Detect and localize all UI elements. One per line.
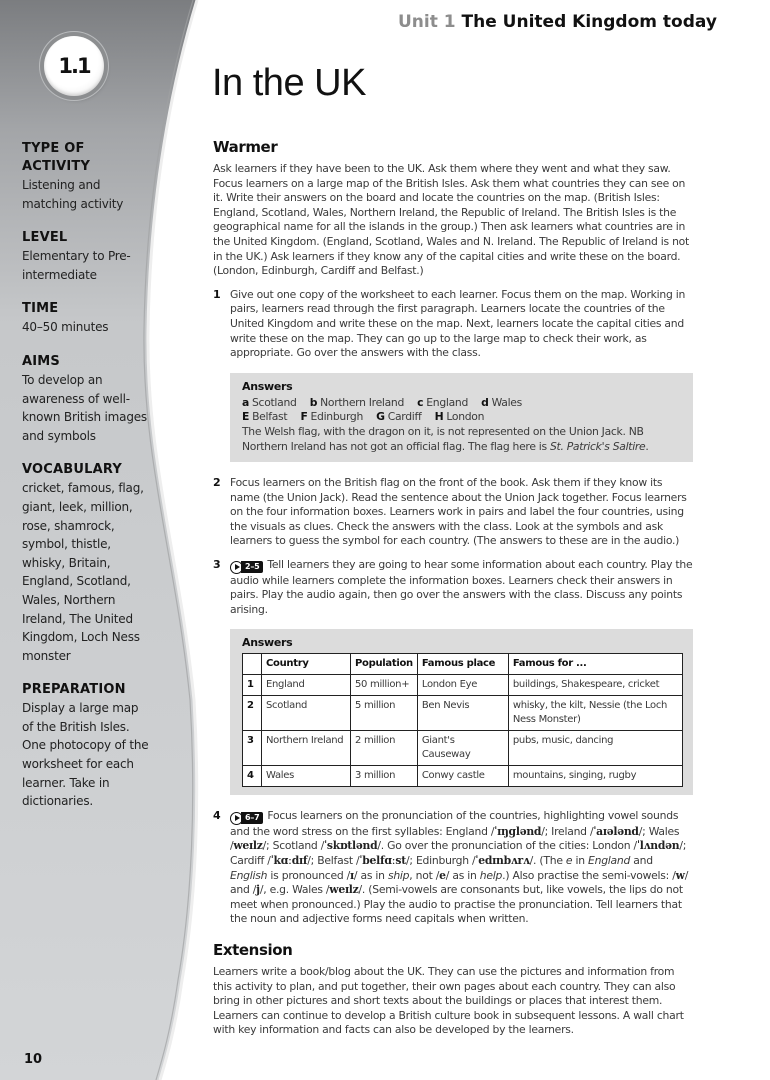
sidebar-heading: TYPE OF ACTIVITY	[22, 141, 91, 174]
step-3	[213, 558, 693, 617]
table-row: 2 Scotland 5 million Ben Nevis whisky, the kilt, Nessie (the Loch Ness Monster)	[243, 696, 683, 731]
answers-box-2	[230, 629, 693, 795]
audio-track-button[interactable]	[230, 812, 263, 825]
answers-cities	[242, 410, 683, 425]
sidebar-heading: PREPARATION	[22, 682, 126, 698]
lesson-number-badge: 1.1	[44, 36, 104, 96]
warmer-text: Ask learners if they have been to the UK. Ask them where they went and what they saw. Focus learners on a large map of the British Isles. Ask them what countries they can see on it. Write their answers on the board and locate the countries on the map. (British Isles: England, Scotland, Wales, Northern Ireland, the Republic of Ireland. The British Isles is the geographical name for all the islands in the group.) Then ask learners what countries are in the United Kingdom. (England, Scotland, Wales and N. Ireland. The Republic of Ireland is not in the UK.) Ask learners if they know any of the capital cities and write these on the board. (London, Edinburgh, Cardiff and Belfast.)	[213, 162, 690, 278]
sidebar-text: Listening and matching activity	[22, 178, 124, 211]
step-text: 6–7 Focus learners on the pronunciation of the countries, highlighting vowel sounds and the word stress on the first syllables: England /ˈɪŋglənd/; Ireland /ˈaɪələnd/; Wales /weɪlz/; Scotland /ˈskɒtlənd/. Go over the pronunciation of the cities: London /ˈlʌndən/; Cardiff /ˈkɑːdɪf/; Belfast /ˈbelfɑːst/; Edinburgh /ˈedɪnbʌrʌ/. (The e in England and English is pronounced /ɪ/ as in ship, not /e/ as in help.) Also practise the semi-vowels: /w/ and /j/, e.g. Wales /weɪlz/. (Semi-vowels are consonants but, like vowels, the lips do not meet when pronounced.) Play the audio to practise the pronunciation. Tell learners that the noun and adjective forms need capitals when written.	[230, 809, 689, 926]
answer-item: d Wales	[481, 395, 522, 409]
main-content	[213, 138, 693, 1038]
step-number: 1	[213, 287, 221, 301]
step-number: 4	[213, 809, 221, 823]
step-text: Tell learners they are going to hear some information about each country. Play the audio while learners complete the information boxes. Learners check their answers in pairs. Play the audio again, then go over the answers with the class. Discuss any points arising.	[230, 558, 693, 616]
sidebar-time	[22, 300, 152, 337]
answers-heading: Answers	[242, 379, 293, 393]
table-row: 4 Wales 3 million Conwy castle mountains, singing, rugby	[243, 766, 683, 787]
answers-heading: Answers	[242, 636, 293, 650]
extension-heading: Extension	[213, 941, 293, 959]
answer-item: a Scotland	[242, 395, 297, 409]
audio-track-button[interactable]	[230, 561, 263, 574]
step-4	[213, 809, 693, 927]
step-text: Give out one copy of the worksheet to each learner. Focus them on the map. Working in pairs, learners read through the first paragraph. Learners locate the countries of the United Kingdom and write these on the map. Next, learners locate the capital cities and write these on the map. They can go up to the large map to check their work, as appropriate. Go over the answers with the class.	[230, 287, 686, 360]
answer-item: F Edinburgh	[300, 410, 363, 424]
table-row: 3 Northern Ireland 2 million Giant's Causeway pubs, music, dancing	[243, 731, 683, 766]
answer-item: H London	[434, 410, 485, 424]
column-header: Famous for ...	[508, 654, 682, 675]
sidebar-text: cricket, famous, flag, giant, leek, million, rose, shamrock, symbol, thistle, whisky, Britain, England, Scotland, Wales, Northern Ireland, The United Kingdom, Loch Ness monster	[22, 481, 144, 663]
audio-track-number: 6–7	[241, 812, 263, 824]
step-1	[213, 288, 693, 361]
column-header: Country	[262, 654, 351, 675]
sidebar-text: Elementary to Pre-intermediate	[22, 249, 131, 282]
sidebar-info	[22, 140, 152, 827]
unit-header	[398, 12, 717, 32]
step-number: 2	[213, 476, 221, 490]
page-number: 10	[24, 1052, 43, 1067]
audio-track-number: 2–5	[241, 561, 263, 573]
sidebar-heading: LEVEL	[22, 230, 68, 246]
column-header	[243, 654, 262, 675]
answers-box-1	[230, 373, 693, 462]
unit-title: The United Kingdom today	[461, 12, 717, 32]
sidebar-vocabulary	[22, 461, 152, 665]
sidebar-preparation	[22, 681, 152, 811]
answers-note: The Welsh flag, with the dragon on it, is not represented on the Union Jack. NB Northern Ireland has not got an official flag. The flag here is St. Patrick's Saltire.	[242, 424, 649, 453]
extension-text: Learners write a book/blog about the UK. They can use the pictures and information from this activity to plan, and put together, their own pages about each country. They can also bring in other pictures and short texts about the buildings or places that interest them. Learners can continue to develop a British culture book in subsequent lessons. A wall chart with key information and facts can also be developed by the learners.	[213, 965, 684, 1037]
sidebar-level	[22, 229, 152, 284]
answers-countries	[242, 396, 683, 411]
answer-item: b Northern Ireland	[309, 395, 405, 409]
sidebar-text: 40–50 minutes	[22, 320, 109, 335]
page-title: In the UK	[212, 62, 366, 104]
answers-table	[242, 653, 683, 787]
sidebar-heading: AIMS	[22, 353, 60, 369]
sidebar-text: Display a large map of the British Isles. One photocopy of the worksheet for each learner. Take in dictionaries.	[22, 701, 149, 809]
answer-item: G Cardiff	[376, 410, 422, 424]
step-number: 3	[213, 558, 221, 572]
unit-label: Unit 1	[398, 12, 456, 32]
sidebar-text: To develop an awareness of well-known British images and symbols	[22, 372, 147, 443]
step-text: Focus learners on the British flag on the front of the book. Ask them if they know its name (the Union Jack). Read the sentence about the Union Jack together. Focus learners on the four information boxes. Learners work in pairs and label the four countries, using the visuals as clues. Check the answers with the class. Look at the symbols and ask learners to guess the symbol for each country. (The answers to these are in the audio.)	[230, 476, 687, 548]
answer-item: c England	[417, 395, 469, 409]
table-row: 1 England 50 million+ London Eye buildings, Shakespeare, cricket	[243, 675, 683, 696]
sidebar-heading: TIME	[22, 301, 59, 317]
column-header: Population	[351, 654, 418, 675]
answer-item: E Belfast	[242, 410, 288, 424]
step-2	[213, 476, 693, 549]
sidebar-type-of-activity	[22, 140, 152, 213]
sidebar-aims	[22, 353, 152, 445]
sidebar-heading: VOCABULARY	[22, 462, 123, 478]
column-header: Famous place	[417, 654, 508, 675]
warmer-heading: Warmer	[213, 138, 278, 156]
table-header-row	[243, 654, 683, 675]
